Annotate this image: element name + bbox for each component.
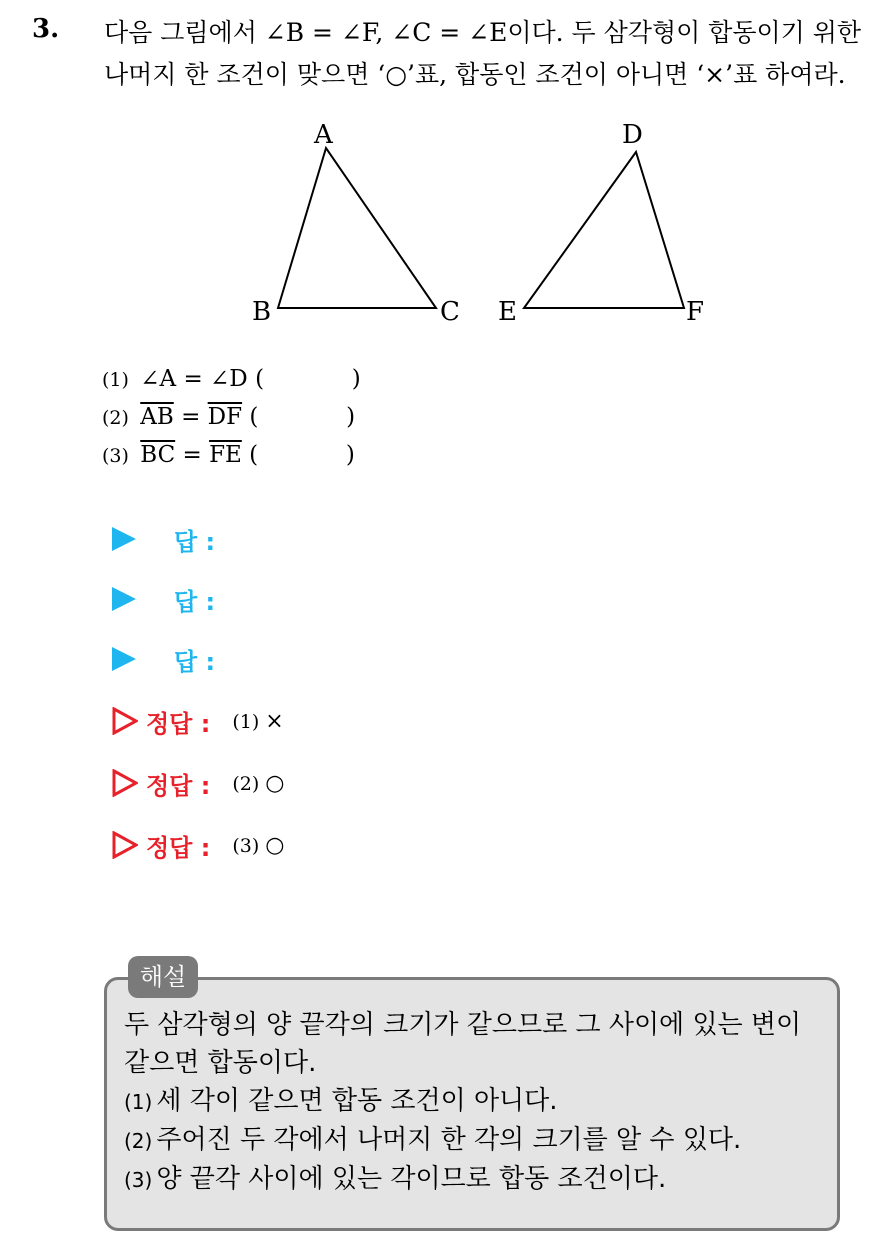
correct-label: 정답 : bbox=[146, 709, 211, 738]
correct-mark: ○ bbox=[265, 832, 285, 858]
explanation-line-1: 두 삼각형의 양 끝각의 크기가 같으므로 그 사이에 있는 변이 bbox=[124, 1010, 802, 1040]
condition-2 bbox=[102, 404, 355, 430]
vertex-label-d: D bbox=[622, 120, 643, 150]
question-number: 3. bbox=[32, 14, 60, 44]
condition-equals: = bbox=[182, 442, 202, 468]
explanation-item-1 bbox=[124, 1082, 834, 1121]
vertex-label-b: B bbox=[252, 297, 272, 327]
explanation-item-number: (2) bbox=[124, 1129, 153, 1153]
explanation-item-text: 세 각이 같으면 합동 조건이 아니다. bbox=[156, 1086, 558, 1116]
condition-number: (2) bbox=[102, 407, 129, 429]
condition-number: (1) bbox=[102, 369, 129, 391]
play-arrow-icon bbox=[112, 587, 136, 611]
explanation-item-3 bbox=[124, 1160, 834, 1199]
condition-1 bbox=[102, 366, 361, 392]
correct-label: 정답 : bbox=[146, 771, 211, 800]
correct-mark: × bbox=[265, 708, 284, 734]
answer-label: 답 : bbox=[174, 587, 216, 616]
triangle-def bbox=[524, 152, 684, 308]
correct-row-3 bbox=[112, 828, 284, 862]
answer-label: 답 : bbox=[174, 527, 216, 556]
play-arrow-icon bbox=[112, 527, 136, 551]
correct-label: 정답 : bbox=[146, 833, 211, 862]
condition-3 bbox=[102, 442, 355, 468]
correct-number: (3) bbox=[232, 834, 260, 857]
correct-mark: ○ bbox=[265, 770, 285, 796]
condition-right: ∠D bbox=[210, 366, 248, 392]
explanation-item-number: (3) bbox=[124, 1168, 153, 1192]
condition-left: $\overline{BC}$ bbox=[140, 442, 176, 468]
condition-equals: = bbox=[181, 404, 201, 430]
correct-number: (1) bbox=[232, 710, 260, 733]
condition-left: ∠A bbox=[140, 366, 177, 392]
vertex-label-e: E bbox=[498, 297, 517, 327]
vertex-label-f: F bbox=[686, 297, 705, 327]
explanation-tag: 해설 bbox=[128, 956, 198, 998]
explanation-item-number: (1) bbox=[124, 1090, 153, 1114]
answer-row-2[interactable] bbox=[112, 582, 215, 616]
explanation-text bbox=[124, 1006, 834, 1199]
vertex-label-a: A bbox=[314, 120, 333, 150]
condition-right: $\overline{FE}$ bbox=[209, 442, 242, 468]
condition-number: (3) bbox=[102, 445, 129, 467]
correct-row-1 bbox=[112, 704, 284, 738]
condition-left: $\overline{AB}$ bbox=[140, 404, 174, 430]
correct-value bbox=[232, 833, 284, 858]
outline-arrow-icon bbox=[112, 769, 138, 797]
condition-right: $\overline{DF}$ bbox=[207, 404, 243, 430]
answer-row-1[interactable] bbox=[112, 522, 215, 556]
correct-value bbox=[232, 771, 284, 796]
explanation-line-2: 같으면 합동이다. bbox=[124, 1048, 317, 1078]
correct-value bbox=[232, 709, 283, 734]
condition-equals: = bbox=[183, 366, 203, 392]
outline-arrow-icon bbox=[112, 707, 138, 735]
question-line-1: 다음 그림에서 ∠B = ∠F, ∠C = ∠E이다. 두 삼각형이 합동이기 위한 bbox=[104, 18, 862, 47]
answer-row-3[interactable] bbox=[112, 642, 215, 676]
vertex-label-c: C bbox=[440, 297, 460, 327]
outline-arrow-icon bbox=[112, 831, 138, 859]
triangle-abc bbox=[278, 148, 436, 308]
triangles-figure bbox=[240, 110, 720, 340]
correct-row-2 bbox=[112, 766, 284, 800]
triangles-svg bbox=[240, 110, 720, 340]
answer-label: 답 : bbox=[174, 647, 216, 676]
explanation-item-text: 양 끝각 사이에 있는 각이므로 합동 조건이다. bbox=[156, 1164, 667, 1194]
answer-blank[interactable]: ( ) bbox=[255, 366, 361, 392]
explanation-item-2 bbox=[124, 1121, 834, 1160]
play-arrow-icon bbox=[112, 647, 136, 671]
question-text bbox=[104, 12, 874, 96]
explanation-item-text: 주어진 두 각에서 나머지 한 각의 크기를 알 수 있다. bbox=[156, 1125, 742, 1155]
question-line-2: 나머지 한 조건이 맞으면 ‘○’표, 합동인 조건이 아니면 ‘×’표 하여라. bbox=[104, 60, 846, 89]
correct-number: (2) bbox=[232, 772, 260, 795]
answer-blank[interactable]: ( ) bbox=[249, 404, 356, 430]
answer-blank[interactable]: ( ) bbox=[249, 442, 355, 468]
